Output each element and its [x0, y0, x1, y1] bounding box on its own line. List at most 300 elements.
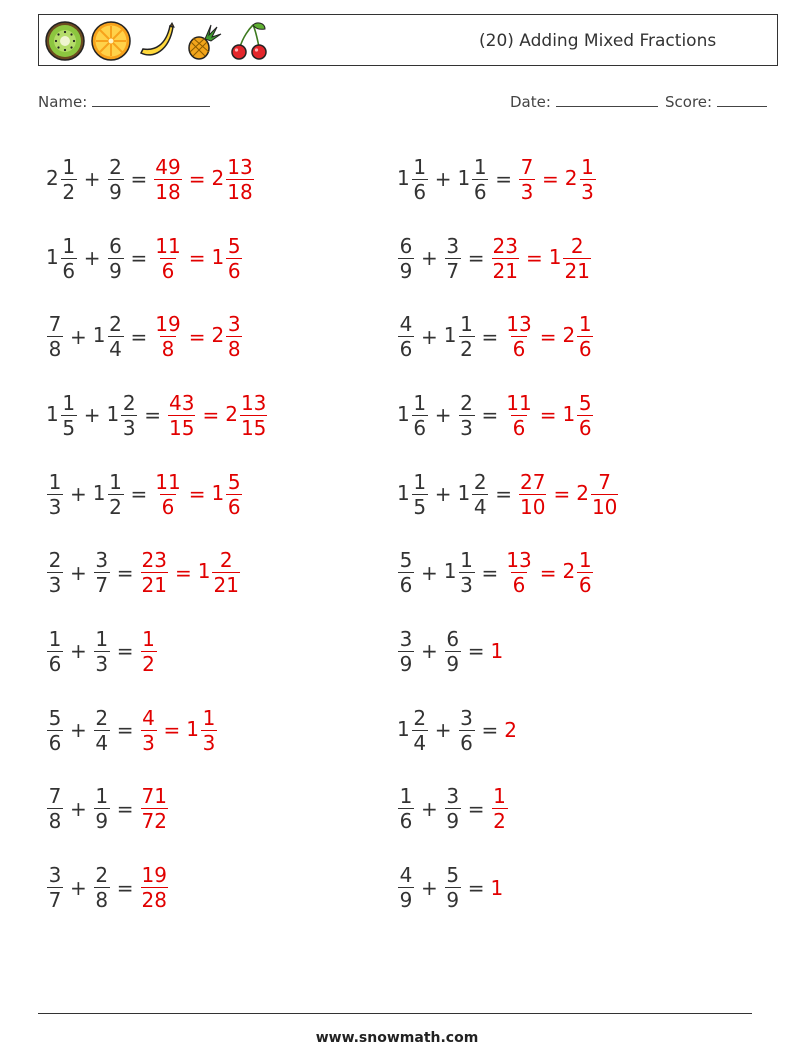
numerator: 3 — [227, 312, 241, 337]
denominator: 3 — [142, 730, 155, 755]
whole-number: 1 — [397, 480, 410, 505]
fraction — [47, 548, 63, 598]
fraction — [154, 312, 181, 362]
term — [46, 784, 64, 834]
numerator: 1 — [413, 390, 427, 415]
denominator: 9 — [446, 809, 460, 834]
name-blank[interactable] — [92, 92, 210, 107]
answer-term — [576, 469, 619, 519]
term — [46, 390, 78, 440]
fraction — [412, 469, 428, 519]
date-blank[interactable] — [556, 92, 658, 107]
denominator: 4 — [95, 730, 109, 755]
plus-sign: + — [421, 639, 438, 664]
denominator: 6 — [413, 179, 427, 204]
term — [397, 233, 415, 283]
numerator: 1 — [62, 154, 76, 179]
fraction — [492, 233, 519, 283]
whole-number: 1 — [443, 323, 457, 348]
fraction — [47, 705, 63, 755]
denominator: 6 — [399, 809, 413, 834]
fraction — [505, 312, 532, 362]
fraction — [577, 390, 593, 440]
term — [106, 390, 139, 440]
denominator: 15 — [169, 415, 195, 440]
footer-website: www.snowmath.com — [315, 1030, 479, 1046]
plus-sign: + — [83, 246, 101, 271]
denominator: 3 — [122, 415, 136, 440]
equals-sign: = — [144, 403, 161, 428]
plus-sign: + — [83, 167, 101, 192]
numerator: 23 — [141, 548, 167, 573]
numerator: 2 — [95, 863, 109, 888]
name-field[interactable] — [38, 92, 210, 111]
numerator: 7 — [48, 784, 62, 809]
denominator: 6 — [161, 258, 175, 283]
numerator: 2 — [109, 154, 122, 179]
fraction — [505, 390, 532, 440]
denominator: 6 — [512, 415, 526, 440]
answer-whole: 1 — [490, 875, 504, 900]
answer-term — [504, 390, 533, 440]
fraction — [61, 233, 77, 283]
numerator: 2 — [570, 233, 584, 258]
term — [397, 705, 429, 755]
whole-number: 2 — [211, 323, 225, 348]
fraction — [398, 312, 414, 362]
fraction — [47, 469, 63, 519]
equals-sign: = — [202, 403, 220, 428]
answer-term — [186, 705, 218, 755]
fraction — [154, 233, 181, 283]
fraction — [154, 469, 181, 519]
problem-row — [397, 691, 619, 770]
term — [458, 390, 476, 440]
answer-term — [518, 154, 536, 204]
fraction — [94, 784, 110, 834]
denominator: 21 — [492, 258, 518, 283]
orange-icon — [89, 19, 133, 63]
fraction — [108, 312, 124, 362]
fraction — [61, 390, 77, 440]
denominator: 3 — [202, 730, 216, 755]
whole-number: 1 — [46, 244, 59, 269]
answer-term — [140, 705, 158, 755]
fraction — [108, 233, 124, 283]
denominator: 10 — [591, 494, 618, 519]
whole-number: 1 — [106, 401, 120, 426]
numerator: 4 — [142, 705, 155, 730]
denominator: 8 — [48, 337, 62, 362]
plus-sign: + — [70, 639, 87, 664]
whole-number: 1 — [457, 480, 471, 505]
denominator: 8 — [95, 888, 109, 913]
denominator: 15 — [240, 415, 267, 440]
numerator: 1 — [473, 154, 487, 179]
fraction — [141, 863, 168, 913]
term — [397, 469, 429, 519]
fraction — [47, 784, 63, 834]
whole-number: 2 — [562, 559, 576, 584]
numerator: 1 — [460, 312, 473, 337]
denominator: 28 — [141, 888, 167, 913]
answer-whole: 2 — [504, 718, 517, 743]
fraction — [94, 548, 110, 598]
denominator: 9 — [399, 888, 413, 913]
numerator: 1 — [578, 312, 592, 337]
denominator: 3 — [48, 494, 62, 519]
numerator: 1 — [493, 784, 506, 809]
name-label: Name: — [38, 93, 88, 111]
whole-number: 2 — [46, 165, 59, 190]
denominator: 9 — [109, 179, 122, 204]
answer-term — [140, 626, 158, 676]
denominator: 6 — [512, 573, 526, 598]
plus-sign: + — [434, 718, 452, 743]
score-label: Score: — [665, 93, 713, 111]
plus-sign: + — [70, 482, 87, 507]
fraction — [201, 705, 217, 755]
equals-sign: = — [174, 560, 192, 585]
numerator: 6 — [109, 233, 122, 258]
numerator: 11 — [155, 469, 181, 494]
equals-sign: = — [553, 482, 571, 507]
fraction — [108, 154, 124, 204]
numerator: 7 — [598, 469, 612, 494]
numerator: 27 — [520, 469, 546, 494]
term — [397, 390, 429, 440]
plus-sign: + — [70, 560, 87, 585]
numerator: 2 — [109, 312, 122, 337]
numerator: 5 — [48, 705, 62, 730]
equals-sign: = — [130, 246, 148, 271]
equals-sign: = — [116, 796, 134, 821]
numerator: 13 — [240, 390, 267, 415]
term — [92, 469, 125, 519]
whole-number: 1 — [397, 165, 410, 190]
fraction — [141, 626, 157, 676]
denominator: 6 — [62, 258, 76, 283]
fraction — [445, 784, 461, 834]
term — [92, 312, 125, 362]
fraction — [47, 863, 63, 913]
term — [457, 469, 490, 519]
numerator: 7 — [48, 312, 62, 337]
answer-term — [197, 548, 241, 598]
term — [443, 312, 476, 362]
denominator: 8 — [227, 337, 241, 362]
pineapple-icon — [181, 19, 225, 63]
term — [397, 312, 415, 362]
numerator: 13 — [227, 154, 253, 179]
term — [444, 863, 462, 913]
term — [444, 626, 462, 676]
denominator: 6 — [48, 730, 62, 755]
answer-term — [140, 784, 169, 834]
whole-number: 1 — [92, 480, 106, 505]
numerator: 1 — [413, 469, 427, 494]
answer-term — [504, 548, 533, 598]
fraction — [472, 469, 488, 519]
plus-sign: + — [434, 482, 452, 507]
equals-sign: = — [481, 560, 499, 585]
term — [46, 154, 78, 204]
fraction — [121, 390, 137, 440]
equals-sign: = — [542, 167, 559, 192]
term — [46, 469, 64, 519]
fraction — [47, 312, 63, 362]
fraction — [459, 705, 475, 755]
denominator: 9 — [446, 888, 460, 913]
answer-term — [518, 469, 547, 519]
answer-term — [562, 390, 594, 440]
numerator: 1 — [399, 784, 413, 809]
numerator: 13 — [506, 548, 532, 573]
equals-sign: = — [481, 403, 499, 428]
score-field[interactable] — [665, 92, 767, 111]
denominator: 6 — [399, 337, 413, 362]
answer-term — [562, 312, 594, 362]
equals-sign: = — [188, 167, 206, 192]
date-field[interactable] — [510, 92, 658, 111]
numerator: 5 — [446, 863, 460, 888]
term — [397, 863, 415, 913]
equals-sign: = — [116, 639, 134, 664]
problem-row — [397, 140, 619, 219]
fraction — [445, 626, 461, 676]
equals-sign: = — [130, 324, 148, 349]
worksheet-header — [38, 14, 778, 66]
score-blank[interactable] — [717, 92, 767, 107]
denominator: 21 — [213, 573, 239, 598]
equals-sign: = — [116, 560, 134, 585]
whole-number: 2 — [576, 480, 589, 505]
denominator: 21 — [141, 573, 167, 598]
whole-number: 2 — [564, 165, 578, 190]
fraction — [398, 233, 414, 283]
problems-left-column — [46, 140, 268, 927]
numerator: 3 — [446, 784, 460, 809]
denominator: 6 — [460, 730, 473, 755]
denominator: 2 — [460, 337, 473, 362]
problem-row — [397, 848, 619, 927]
worksheet-title: (20) Adding Mixed Fractions — [479, 31, 717, 51]
denominator: 3 — [581, 179, 594, 204]
equals-sign: = — [116, 718, 134, 743]
fraction — [472, 154, 488, 204]
denominator: 18 — [227, 179, 253, 204]
equals-sign: = — [495, 482, 512, 507]
numerator: 2 — [219, 548, 233, 573]
answer-term — [211, 312, 243, 362]
denominator: 9 — [446, 651, 460, 676]
fraction — [459, 312, 475, 362]
equals-sign: = — [481, 324, 499, 349]
footer-divider — [38, 1013, 752, 1014]
fraction — [412, 705, 428, 755]
fraction — [445, 233, 461, 283]
numerator: 4 — [399, 863, 413, 888]
equals-sign: = — [467, 875, 485, 900]
term — [458, 705, 476, 755]
plus-sign: + — [421, 796, 438, 821]
plus-sign: + — [70, 324, 87, 349]
fraction — [412, 154, 428, 204]
denominator: 2 — [62, 179, 76, 204]
whole-number: 1 — [197, 559, 211, 584]
denominator: 3 — [95, 651, 109, 676]
numerator: 6 — [399, 233, 413, 258]
fraction — [154, 154, 181, 204]
equals-sign: = — [481, 718, 499, 743]
equals-sign: = — [525, 246, 543, 271]
numerator: 3 — [48, 863, 62, 888]
problem-row — [397, 376, 619, 455]
term — [46, 312, 64, 362]
fraction — [226, 233, 242, 283]
fraction — [240, 390, 267, 440]
whole-number: 2 — [211, 165, 225, 190]
numerator: 49 — [155, 154, 181, 179]
answer-term — [491, 784, 509, 834]
answer-term — [153, 154, 182, 204]
equals-sign: = — [188, 324, 206, 349]
problem-row — [397, 612, 619, 691]
fraction — [398, 626, 414, 676]
numerator: 1 — [109, 469, 122, 494]
fraction — [492, 784, 508, 834]
equals-sign: = — [539, 324, 557, 349]
term — [444, 784, 462, 834]
fraction — [108, 469, 124, 519]
answer-term — [211, 154, 254, 204]
denominator: 6 — [161, 494, 175, 519]
numerator: 5 — [578, 390, 592, 415]
whole-number: 1 — [92, 323, 106, 348]
numerator: 1 — [578, 548, 592, 573]
answer-term — [167, 390, 196, 440]
denominator: 6 — [48, 651, 62, 676]
fraction — [398, 784, 414, 834]
denominator: 9 — [399, 258, 413, 283]
fraction — [94, 705, 110, 755]
denominator: 7 — [48, 888, 62, 913]
whole-number: 1 — [211, 244, 225, 269]
denominator: 4 — [473, 494, 487, 519]
denominator: 6 — [578, 337, 592, 362]
denominator: 3 — [48, 573, 62, 598]
numerator: 43 — [169, 390, 195, 415]
numerator: 3 — [446, 233, 460, 258]
numerator: 1 — [413, 154, 427, 179]
fraction — [61, 154, 77, 204]
problem-row — [397, 297, 619, 376]
numerator: 1 — [202, 705, 216, 730]
numerator: 1 — [581, 154, 594, 179]
numerator: 2 — [413, 705, 427, 730]
term — [93, 784, 111, 834]
numerator: 5 — [227, 233, 241, 258]
term — [46, 705, 64, 755]
whole-number: 1 — [443, 559, 457, 584]
numerator: 3 — [460, 705, 473, 730]
denominator: 8 — [48, 809, 62, 834]
numerator: 4 — [399, 312, 413, 337]
answer-term — [211, 233, 243, 283]
term — [397, 154, 429, 204]
problem-row — [397, 455, 619, 534]
fraction — [563, 233, 590, 283]
numerator: 1 — [48, 469, 62, 494]
fraction — [226, 154, 253, 204]
denominator: 7 — [446, 258, 460, 283]
numerator: 7 — [520, 154, 534, 179]
cherry-icon — [227, 19, 271, 63]
term — [457, 154, 490, 204]
plus-sign: + — [70, 875, 87, 900]
numerator: 13 — [506, 312, 532, 337]
fraction — [445, 863, 461, 913]
problem-row — [397, 770, 619, 849]
denominator: 5 — [62, 415, 76, 440]
whole-number: 1 — [397, 401, 410, 426]
whole-number: 1 — [548, 244, 562, 269]
problem-row — [46, 848, 268, 927]
fraction — [459, 548, 475, 598]
denominator: 6 — [413, 415, 427, 440]
denominator: 8 — [161, 337, 175, 362]
numerator: 1 — [95, 626, 109, 651]
numerator: 1 — [48, 626, 62, 651]
problem-row — [46, 455, 268, 534]
denominator: 6 — [227, 494, 241, 519]
numerator: 5 — [227, 469, 241, 494]
banana-icon — [135, 19, 179, 63]
denominator: 10 — [520, 494, 546, 519]
term — [93, 548, 111, 598]
numerator: 2 — [48, 548, 62, 573]
equals-sign: = — [130, 482, 148, 507]
numerator: 1 — [95, 784, 109, 809]
term — [443, 548, 476, 598]
numerator: 5 — [399, 548, 413, 573]
denominator: 6 — [227, 258, 241, 283]
denominator: 3 — [520, 179, 534, 204]
term — [46, 233, 78, 283]
term — [46, 548, 64, 598]
fraction — [459, 390, 475, 440]
whole-number: 1 — [211, 480, 225, 505]
denominator: 6 — [473, 179, 487, 204]
problem-row — [46, 376, 268, 455]
equals-sign: = — [188, 246, 206, 271]
problem-row — [46, 691, 268, 770]
fraction — [47, 626, 63, 676]
answer-term — [564, 154, 597, 204]
denominator: 2 — [493, 809, 506, 834]
problem-row — [46, 770, 268, 849]
denominator: 4 — [109, 337, 122, 362]
answer-term — [153, 312, 182, 362]
plus-sign: + — [421, 324, 438, 349]
plus-sign: + — [434, 403, 452, 428]
equals-sign: = — [163, 718, 181, 743]
denominator: 72 — [141, 809, 167, 834]
denominator: 6 — [399, 573, 413, 598]
fraction — [577, 548, 593, 598]
denominator: 6 — [578, 573, 592, 598]
denominator: 21 — [564, 258, 590, 283]
